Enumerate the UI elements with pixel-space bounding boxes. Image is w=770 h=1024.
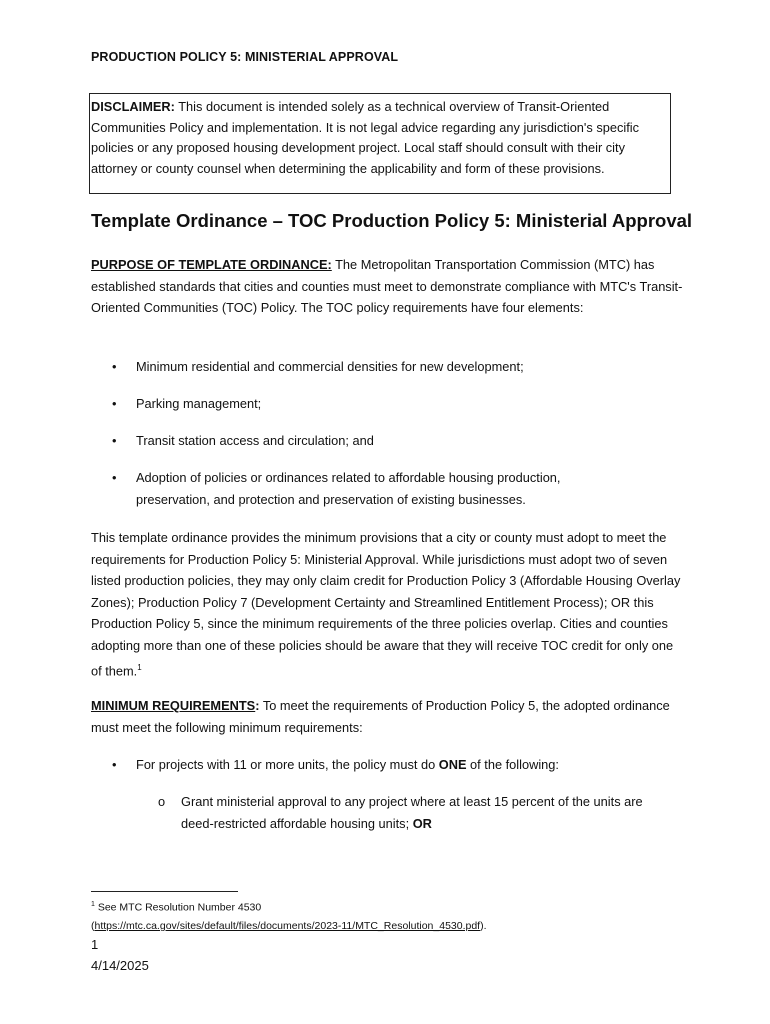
minimum-requirements-label: MINIMUM REQUIREMENTS [91,698,256,713]
sub-list-item-text: Grant ministerial approval to any project where at least 15 percent of the units are deed-restricted affordable housing units; OR [181,794,643,831]
footnote: $^1$ See MTC Resolution Number 4530 (https://mtc.ca.gov/sites/default/files/documents/2023-11/MTC_Resolution_4530.pdf). [91,901,487,932]
footnote-separator [91,891,238,892]
disclaimer-box [89,93,671,194]
footnote-link[interactable]: https://mtc.ca.gov/sites/default/files/documents/2023-11/MTC_Resolution_4530.pdf [94,920,481,932]
purpose-paragraph [91,254,686,319]
footnote-reference[interactable]: 1 [137,662,142,672]
requirement-text: For projects with 11 or more units, the policy must do ONE of the following: [136,757,559,772]
bullet-icon: • [112,433,117,448]
bullet-icon: • [112,359,117,374]
running-header: PRODUCTION POLICY 5: MINISTERIAL APPROVAL [91,50,399,64]
minimum-requirements-text: To meet the requirements of Production Policy 5, the adopted ordinance must meet the following minimum requirements: [91,698,670,735]
footnote-number: 1 [91,901,95,908]
template-paragraph [91,527,686,681]
bullet-icon: • [112,470,117,485]
document-date: 4/14/2025 [91,958,149,973]
disclaimer-label: DISCLAIMER: [91,99,175,114]
minimum-requirements-colon: : [255,698,260,713]
minimum-requirements-paragraph [91,695,686,738]
document-title: Template Ordinance – TOC Production Policy 5: Ministerial Approval [91,210,693,231]
list-item-text: Parking management; [136,396,262,411]
bullet-icon: • [112,757,117,772]
purpose-label: PURPOSE OF TEMPLATE ORDINANCE: [91,257,332,272]
list-item-text: Adoption of policies or ordinances related to affordable housing production, preservation, and protection and preservation of existing businesses. [136,470,561,507]
page-number: 1 [91,937,99,952]
template-paragraph-text: This template ordinance provides the minimum provisions that a city or county must adopt to meet the requirements for Production Policy 5: Ministerial Approval. While jurisdictions must adopt two of seven listed production policies, they may only claim credit for Production Policy 3 (Affordable Housing Overlay Zones); Production Policy 7 (Development Certainty and Streamlined Entitlement Process); OR this Production Policy 5, since the minimum requirements of the three policies overlap. Cities and counties adopting more than one of these policies should be aware that they will receive TOC credit for only one of them. [91,530,681,678]
disclaimer-text: This document is intended solely as a technical overview of Transit-Oriented Communities Policy and implementation. It is not legal advice regarding any jurisdiction's specific policies or any proposed housing development project. Local staff should consult with their city attorney or county counsel when determining the applicability and form of these provisions. [91,99,639,176]
sub-bullet-icon: o [158,794,166,809]
list-item-text: Minimum residential and commercial densities for new development; [136,359,524,374]
purpose-text: The Metropolitan Transportation Commission (MTC) has established standards that cities and counties must meet to demonstrate compliance with MTC's Transit-Oriented Communities (TOC) Policy. The TOC policy requirements have four elements: [91,257,683,316]
list-item-text: Transit station access and circulation; and [136,433,374,448]
bullet-icon: • [112,396,117,411]
footnote-text: See MTC Resolution Number 4530 [94,901,262,914]
